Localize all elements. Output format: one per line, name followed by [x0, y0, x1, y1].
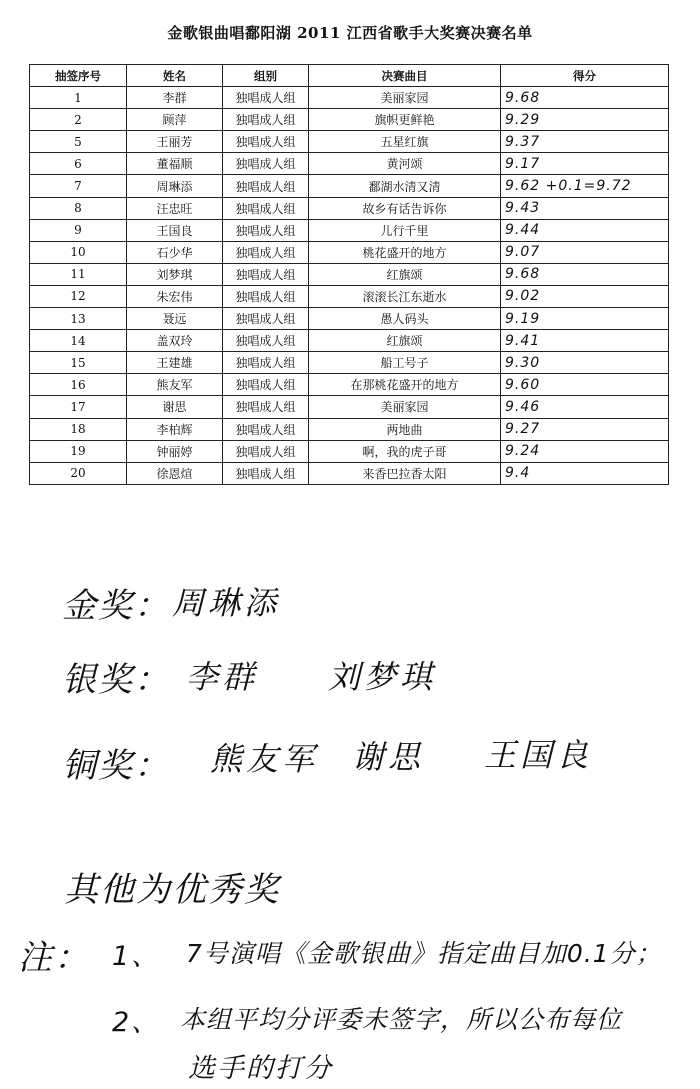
- cell-group: 独唱成人组: [223, 197, 309, 219]
- cell-name: 石少华: [127, 241, 223, 263]
- cell-score: 9.44: [501, 219, 669, 241]
- cell-name: 王国良: [127, 219, 223, 241]
- cell-score: 9.68: [501, 263, 669, 285]
- note-1-number: 1、: [112, 941, 161, 972]
- cell-score: 9.62 +0.1=9.72: [501, 175, 669, 197]
- cell-group: 独唱成人组: [223, 440, 309, 462]
- note-2-text: 本组平均分评委未签字，所以公布每位: [180, 1005, 623, 1034]
- cell-name: 董福顺: [127, 153, 223, 175]
- gold-award-name: 周琳添: [172, 584, 281, 622]
- cell-score: 9.24: [501, 440, 669, 462]
- header-score: 得分: [501, 65, 669, 87]
- cell-group: 独唱成人组: [223, 462, 309, 484]
- table-row: [30, 241, 669, 263]
- cell-name: 熊友军: [127, 374, 223, 396]
- cell-draw-number: 14: [30, 330, 127, 352]
- cell-draw-number: 20: [30, 462, 127, 484]
- header-song: 决赛曲目: [309, 65, 501, 87]
- cell-draw-number: 18: [30, 418, 127, 440]
- cell-draw-number: 10: [30, 241, 127, 263]
- cell-score: 9.4: [501, 462, 669, 484]
- cell-group: 独唱成人组: [223, 219, 309, 241]
- cell-score: 9.41: [501, 330, 669, 352]
- cell-song: 愚人码头: [309, 308, 501, 330]
- bronze-award-name-1: 熊友军: [210, 740, 319, 778]
- table-row: [30, 109, 669, 131]
- cell-song: 美丽家园: [309, 87, 501, 109]
- cell-score: 9.27: [501, 418, 669, 440]
- cell-score: 9.02: [501, 285, 669, 307]
- table-row: [30, 462, 669, 484]
- note-1-text: 7号演唱《金歌银曲》指定曲目加0.1分；: [186, 939, 662, 968]
- table-row: [30, 87, 669, 109]
- cell-draw-number: 11: [30, 263, 127, 285]
- table-row: [30, 219, 669, 241]
- table-row: [30, 374, 669, 396]
- cell-draw-number: 9: [30, 219, 127, 241]
- table-row: [30, 440, 669, 462]
- bronze-award-label: 铜奖：: [62, 746, 170, 786]
- cell-score: 9.29: [501, 109, 669, 131]
- table-row: [30, 352, 669, 374]
- cell-name: 谢思: [127, 396, 223, 418]
- cell-draw-number: 5: [30, 131, 127, 153]
- cell-name: 李群: [127, 87, 223, 109]
- cell-song: 来香巴拉香太阳: [309, 462, 501, 484]
- cell-draw-number: 19: [30, 440, 127, 462]
- cell-song: 黄河颂: [309, 153, 501, 175]
- cell-draw-number: 15: [30, 352, 127, 374]
- cell-name: 盖双玲: [127, 330, 223, 352]
- table-row: [30, 197, 669, 219]
- cell-song: 五星红旗: [309, 131, 501, 153]
- cell-score: 9.43: [501, 197, 669, 219]
- cell-draw-number: 6: [30, 153, 127, 175]
- cell-score: 9.60: [501, 374, 669, 396]
- table-row: [30, 418, 669, 440]
- cell-name: 朱宏伟: [127, 285, 223, 307]
- cell-group: 独唱成人组: [223, 241, 309, 263]
- cell-song: 旗帜更鲜艳: [309, 109, 501, 131]
- cell-score: 9.17: [501, 153, 669, 175]
- note-label: 注：: [18, 938, 90, 978]
- cell-song: 儿行千里: [309, 219, 501, 241]
- cell-draw-number: 2: [30, 109, 127, 131]
- bronze-award-name-2: 谢思: [352, 738, 425, 776]
- table-row: [30, 263, 669, 285]
- table-row: [30, 308, 669, 330]
- cell-group: 独唱成人组: [223, 175, 309, 197]
- cell-name: 顾萍: [127, 109, 223, 131]
- cell-name: 李柏辉: [127, 418, 223, 440]
- cell-song: 桃花盛开的地方: [309, 241, 501, 263]
- cell-draw-number: 1: [30, 87, 127, 109]
- table-row: [30, 330, 669, 352]
- cell-group: 独唱成人组: [223, 396, 309, 418]
- cell-song: 两地曲: [309, 418, 501, 440]
- other-award-text: 其他为优秀奖: [64, 870, 280, 910]
- cell-name: 汪忠旺: [127, 197, 223, 219]
- cell-song: 红旗颂: [309, 330, 501, 352]
- table-row: [30, 153, 669, 175]
- silver-award-name-1: 李群: [186, 658, 259, 696]
- table-row: [30, 131, 669, 153]
- cell-name: 刘梦琪: [127, 263, 223, 285]
- cell-song: 船工号子: [309, 352, 501, 374]
- cell-group: 独唱成人组: [223, 308, 309, 330]
- cell-draw-number: 12: [30, 285, 127, 307]
- cell-draw-number: 8: [30, 197, 127, 219]
- gold-award-label: 金奖：: [62, 586, 170, 626]
- cell-name: 聂远: [127, 308, 223, 330]
- note-2-continuation: 选手的打分: [188, 1053, 333, 1084]
- cell-song: 美丽家园: [309, 396, 501, 418]
- cell-song: 在那桃花盛开的地方: [309, 374, 501, 396]
- results-table: [29, 64, 669, 485]
- header-group: 组别: [223, 65, 309, 87]
- cell-name: 徐恩煊: [127, 462, 223, 484]
- bronze-award-name-3: 王国良: [484, 736, 593, 774]
- cell-group: 独唱成人组: [223, 263, 309, 285]
- cell-song: 滚滚长江东逝水: [309, 285, 501, 307]
- cell-group: 独唱成人组: [223, 131, 309, 153]
- cell-song: 啊，我的虎子哥: [309, 440, 501, 462]
- cell-score: 9.07: [501, 241, 669, 263]
- cell-score: 9.37: [501, 131, 669, 153]
- silver-award-label: 银奖：: [62, 660, 170, 700]
- cell-group: 独唱成人组: [223, 352, 309, 374]
- cell-draw-number: 17: [30, 396, 127, 418]
- cell-score: 9.68: [501, 87, 669, 109]
- cell-name: 王丽芳: [127, 131, 223, 153]
- cell-name: 周琳添: [127, 175, 223, 197]
- cell-group: 独唱成人组: [223, 330, 309, 352]
- table-row: [30, 175, 669, 197]
- cell-name: 王建雄: [127, 352, 223, 374]
- cell-draw-number: 16: [30, 374, 127, 396]
- cell-group: 独唱成人组: [223, 109, 309, 131]
- table-row: [30, 285, 669, 307]
- note-2-number: 2、: [112, 1007, 161, 1038]
- cell-score: 9.19: [501, 308, 669, 330]
- cell-group: 独唱成人组: [223, 153, 309, 175]
- cell-song: 故乡有话告诉你: [309, 197, 501, 219]
- cell-song: 鄱湖水清又清: [309, 175, 501, 197]
- cell-group: 独唱成人组: [223, 87, 309, 109]
- cell-name: 钟丽婷: [127, 440, 223, 462]
- cell-score: 9.46: [501, 396, 669, 418]
- cell-group: 独唱成人组: [223, 285, 309, 307]
- table-row: [30, 396, 669, 418]
- silver-award-name-2: 刘梦琪: [328, 658, 437, 696]
- cell-draw-number: 13: [30, 308, 127, 330]
- header-draw-number: 抽签序号: [30, 65, 127, 87]
- cell-group: 独唱成人组: [223, 374, 309, 396]
- page-title: 金歌银曲唱鄱阳湖 2011 江西省歌手大奖赛决赛名单: [167, 24, 533, 42]
- header-name: 姓名: [127, 65, 223, 87]
- cell-draw-number: 7: [30, 175, 127, 197]
- cell-score: 9.30: [501, 352, 669, 374]
- cell-group: 独唱成人组: [223, 418, 309, 440]
- table-header-row: [30, 65, 669, 87]
- cell-song: 红旗颂: [309, 263, 501, 285]
